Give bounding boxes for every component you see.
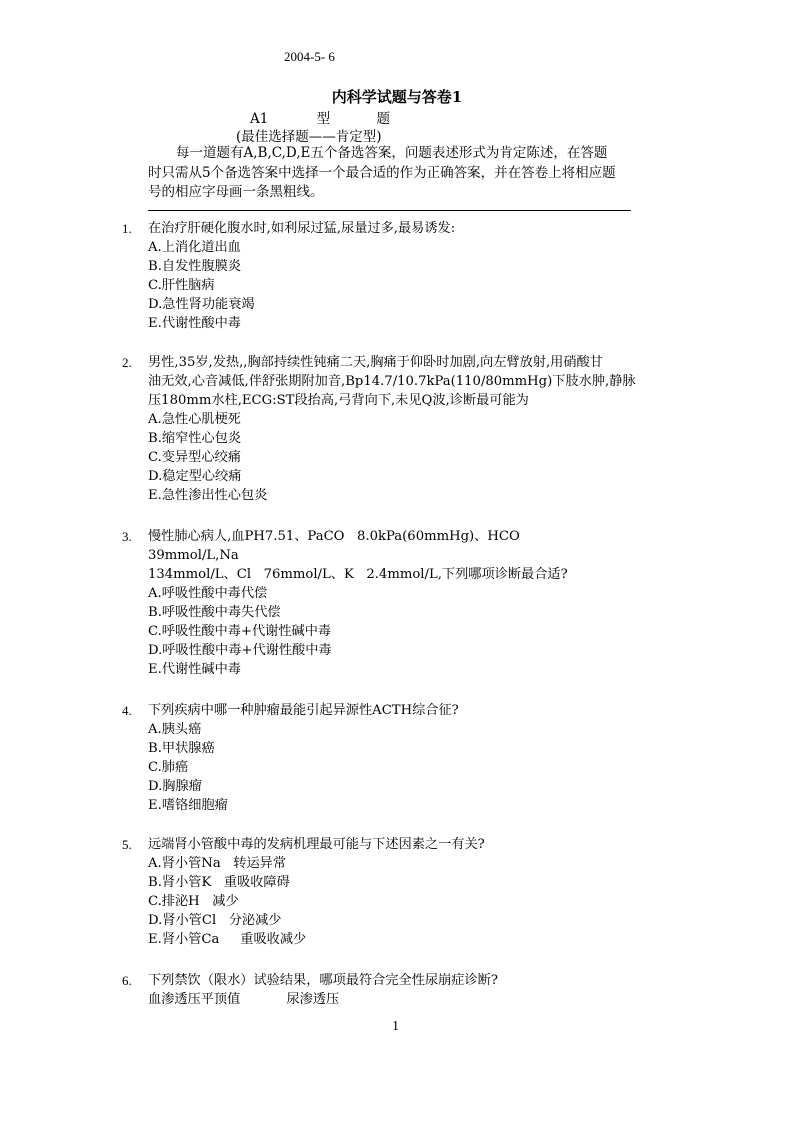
section-type-c: 题 xyxy=(376,111,390,127)
question-stem-line: 压180mm水柱,ECG:ST段抬高,弓背向下,未见Q波,诊断最可能为 xyxy=(148,393,529,408)
page-title: 内科学试题与答卷1 xyxy=(331,88,463,106)
question-number: 1. xyxy=(122,221,132,236)
question-number: 6. xyxy=(122,973,132,988)
question-stem: 在治疗肝硬化腹水时,如利尿过猛,尿量过多,最易诱发: xyxy=(148,221,456,236)
option-a: A.上消化道出血 xyxy=(148,240,241,255)
question-stem-line: 134mmol/L、Cl 76mmol/L、K 2.4mmol/L,下列哪项诊断最合适? xyxy=(148,567,568,582)
option-e: E.代谢性碱中毒 xyxy=(148,662,241,677)
section-type-a: A1 xyxy=(250,111,269,127)
option-d: D.急性肾功能衰竭 xyxy=(148,297,255,312)
option-d: D.稳定型心绞痛 xyxy=(148,469,242,484)
option-d: D.胸腺瘤 xyxy=(148,779,202,794)
page-number: 1 xyxy=(392,1019,399,1034)
instructions-paragraph: 每一道题有A,B,C,D,E五个备选答案，问题表述形式为肯定陈述，在答题时只需从5个备选答案中选择一个最合适的作为正确答案，并在答卷上将相应题号的相应字母画一条黑粗线。 xyxy=(148,145,616,200)
section-type-b: 型 xyxy=(316,111,331,127)
option-c: C.肝性脑病 xyxy=(148,278,215,293)
option-e: E.肾小管Ca 重吸收减少 xyxy=(148,932,307,947)
option-e: E.嗜铬细胞瘤 xyxy=(148,798,228,813)
option-a: A.肾小管Na 转运异常 xyxy=(148,856,287,871)
option-b: B.呼吸性酸中毒失代偿 xyxy=(148,605,281,620)
option-c: C.肺癌 xyxy=(148,760,189,775)
header-date: 2004-5- 6 xyxy=(284,49,335,64)
question-stem-line: 慢性肺心病人,血PH7.51、PaCO 8.0kPa(60mmHg)、HCO xyxy=(148,529,520,544)
question-stem-line: 男性,35岁,发热,,胸部持续性钝痛二天,胸痛于仰卧时加剧,向左臂放射,用硝酸甘 xyxy=(148,355,603,370)
option-b: B.缩窄性心包炎 xyxy=(148,431,242,446)
section-subtitle: (最佳选择题——肯定型) xyxy=(236,129,382,145)
question-stem: 远端肾小管酸中毒的发病机理最可能与下述因素之一有关? xyxy=(148,837,485,852)
question-number: 2. xyxy=(122,355,132,370)
question-stem-line: 39mmol/L,Na xyxy=(148,548,239,563)
option-a: A.呼吸性酸中毒代偿 xyxy=(148,586,268,601)
option-e: E.急性渗出性心包炎 xyxy=(148,488,268,503)
option-b: B.甲状腺癌 xyxy=(148,741,215,756)
option-d: D.肾小管Cl 分泌减少 xyxy=(148,913,282,928)
option-a: A.胰头癌 xyxy=(148,722,202,737)
question-number: 5. xyxy=(122,837,132,852)
option-d: D.呼吸性酸中毒+代谢性酸中毒 xyxy=(148,643,332,658)
question-stem-line: 油无效,心音减低,伴舒张期附加音,Bp14.7/10.7kPa(110/80mmHg)下肢水肿,静脉 xyxy=(148,374,636,389)
option-c: C.排泌H 减少 xyxy=(148,894,239,909)
option-c: C.变异型心绞痛 xyxy=(148,450,241,465)
question-number: 4. xyxy=(122,703,132,718)
question-stem: 下列禁饮（限水）试验结果，哪项最符合完全性尿崩症诊断? xyxy=(148,973,498,988)
section-type xyxy=(250,107,390,127)
option-a: A.急性心肌梗死 xyxy=(148,412,241,427)
question-number: 3. xyxy=(122,529,132,544)
question-stem: 下列疾病中哪一种肿瘤最能引起异源性ACTH综合征? xyxy=(148,703,459,718)
divider-line xyxy=(148,210,631,211)
option-b: B.自发性腹膜炎 xyxy=(148,259,242,274)
table-header-row: 血渗透压平顶值 尿渗透压 xyxy=(148,992,340,1007)
option-b: B.肾小管K 重吸收障碍 xyxy=(148,875,290,890)
option-c: C.呼吸性酸中毒+代谢性碱中毒 xyxy=(148,624,332,639)
option-e: E.代谢性酸中毒 xyxy=(148,316,241,331)
